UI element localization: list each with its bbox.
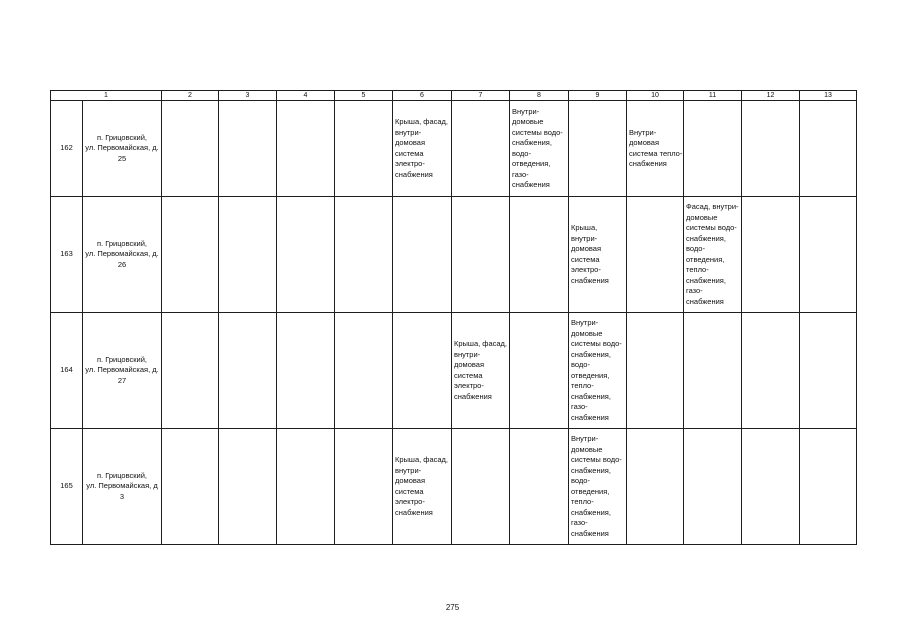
table-cell-col7: Крыша, фасад, внутри- домовая система электро- снабжения bbox=[452, 313, 510, 429]
table-cell-col8: Внутри- домовые системы водо- снабжения, водо- отведения, газо- снабжения bbox=[510, 101, 569, 197]
table-cell-col11: Фасад, внутри- домовые системы водо- снабжения, водо- отведения, тепло- снабжения, газо- снабжения bbox=[684, 197, 742, 313]
table-cell-col3 bbox=[219, 101, 277, 197]
table-cell-col9: Крыша, внутри- домовая система электро- снабжения bbox=[569, 197, 627, 313]
table-cell-col2 bbox=[162, 197, 219, 313]
table-cell-col8 bbox=[510, 313, 569, 429]
table-cell-col12 bbox=[742, 101, 800, 197]
table-cell-col7 bbox=[452, 197, 510, 313]
table-cell-col10 bbox=[627, 313, 684, 429]
address-cell: п. Грицовский, ул. Первомайская, д 3 bbox=[83, 429, 162, 545]
table-cell-col13 bbox=[800, 197, 857, 313]
table-cell-col9 bbox=[569, 101, 627, 197]
table-cell-col13 bbox=[800, 313, 857, 429]
table-cell-col8 bbox=[510, 197, 569, 313]
buildings-works-table bbox=[50, 90, 857, 545]
column-header-8: 8 bbox=[510, 91, 569, 101]
table-cell-col8 bbox=[510, 429, 569, 545]
row-number-cell: 163 bbox=[51, 197, 83, 313]
table-cell-col4 bbox=[277, 197, 335, 313]
row-number-cell: 165 bbox=[51, 429, 83, 545]
table-cell-col11 bbox=[684, 101, 742, 197]
table-cell-col2 bbox=[162, 313, 219, 429]
table-cell-col4 bbox=[277, 429, 335, 545]
table-cell-col11 bbox=[684, 313, 742, 429]
table-cell-col13 bbox=[800, 429, 857, 545]
table-cell-col12 bbox=[742, 313, 800, 429]
page-number: 275 bbox=[445, 603, 460, 612]
table-cell-col4 bbox=[277, 101, 335, 197]
table-cell-col12 bbox=[742, 197, 800, 313]
row-number-cell: 162 bbox=[51, 101, 83, 197]
column-header-9: 9 bbox=[569, 91, 627, 101]
address-cell: п. Грицовский, ул. Первомайская, д. 25 bbox=[83, 101, 162, 197]
column-header-6: 6 bbox=[393, 91, 452, 101]
table-row bbox=[51, 101, 857, 197]
table-cell-col6 bbox=[393, 313, 452, 429]
table-cell-col13 bbox=[800, 101, 857, 197]
column-header-7: 7 bbox=[452, 91, 510, 101]
column-header-13: 13 bbox=[800, 91, 857, 101]
column-header-row bbox=[51, 91, 857, 101]
table-cell-col12 bbox=[742, 429, 800, 545]
column-header-2: 2 bbox=[162, 91, 219, 101]
table-cell-col2 bbox=[162, 429, 219, 545]
table-cell-col10 bbox=[627, 429, 684, 545]
column-header-4: 4 bbox=[277, 91, 335, 101]
table-row bbox=[51, 313, 857, 429]
table-cell-col5 bbox=[335, 313, 393, 429]
address-cell: п. Грицовский, ул. Первомайская, д. 27 bbox=[83, 313, 162, 429]
table-row bbox=[51, 197, 857, 313]
table-cell-col4 bbox=[277, 313, 335, 429]
column-header-10: 10 bbox=[627, 91, 684, 101]
column-header-5: 5 bbox=[335, 91, 393, 101]
column-header-3: 3 bbox=[219, 91, 277, 101]
table-cell-col10: Внутри- домовая система тепло- снабжения bbox=[627, 101, 684, 197]
table-cell-col9: Внутри- домовые системы водо- снабжения, водо- отведения, тепло- снабжения, газо- снабжения bbox=[569, 429, 627, 545]
table-cell-col3 bbox=[219, 429, 277, 545]
table-cell-col7 bbox=[452, 429, 510, 545]
table-cell-col7 bbox=[452, 101, 510, 197]
table-cell-col3 bbox=[219, 197, 277, 313]
column-header-12: 12 bbox=[742, 91, 800, 101]
table-cell-col11 bbox=[684, 429, 742, 545]
row-number-cell: 164 bbox=[51, 313, 83, 429]
table-cell-col5 bbox=[335, 101, 393, 197]
table-cell-col10 bbox=[627, 197, 684, 313]
column-header-1: 1 bbox=[51, 91, 162, 101]
column-header-11: 11 bbox=[684, 91, 742, 101]
table-cell-col2 bbox=[162, 101, 219, 197]
address-cell: п. Грицовский, ул. Первомайская, д. 26 bbox=[83, 197, 162, 313]
table-cell-col9: Внутри- домовые системы водо- снабжения, водо- отведения, тепло- снабжения, газо- снабжения bbox=[569, 313, 627, 429]
table-cell-col5 bbox=[335, 197, 393, 313]
table-cell-col6: Крыша, фасад, внутри- домовая система электро- снабжения bbox=[393, 429, 452, 545]
table-cell-col6: Крыша, фасад, внутри- домовая система электро- снабжения bbox=[393, 101, 452, 197]
table-cell-col3 bbox=[219, 313, 277, 429]
table-cell-col6 bbox=[393, 197, 452, 313]
table-cell-col5 bbox=[335, 429, 393, 545]
table-row bbox=[51, 429, 857, 545]
